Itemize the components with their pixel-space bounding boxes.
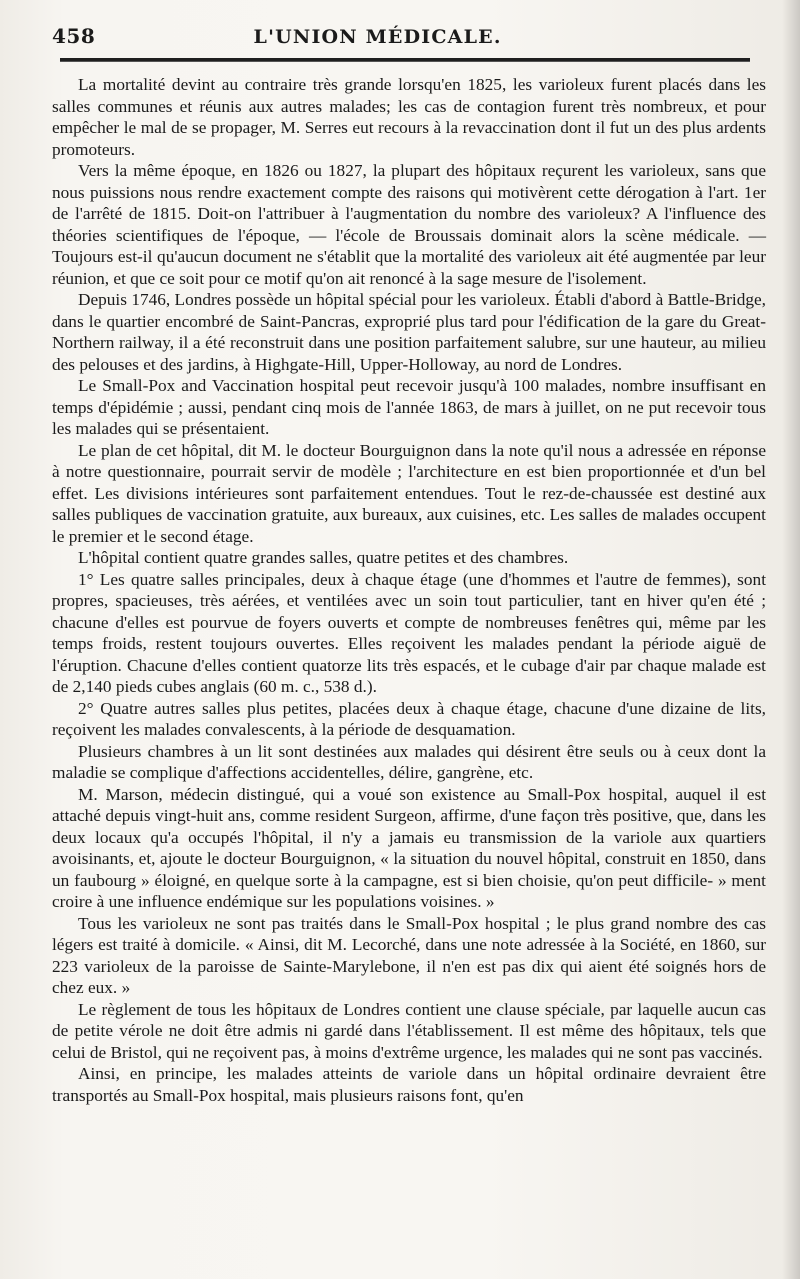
running-header [52, 24, 774, 54]
paragraph: L'hôpital contient quatre grandes salles, quatre petites et des chambres. [78, 548, 569, 567]
paragraph: Plusieurs chambres à un lit sont destinées aux malades qui désirent être seuls ou à ceux dont la maladie se complique d'affections accidentelles, délire, gangrène, etc. [52, 741, 766, 782]
page-edge-shadow [782, 0, 800, 1279]
paragraph: M. Marson, médecin distingué, qui a voué son existence au Small-Pox hospital, auquel il est attaché depuis vingt-huit ans, comme resident Surgeon, affirme, d'une façon très positive, que, dans les deux locaux qu'a occupés l'hôpital, il n'y a jamais eu transmission de la variole aux quartiers avoisinants, et, ajoute le docteur Bourguignon, « la situation du nouvel hôpital, construit en 1850, dans un faubourg » éloigné, en quelque sorte à la campagne, est si bien choisie, qu'on peut difficile- » ment croire à une influence endémique sur les populations voisines. » [52, 784, 766, 911]
header-rule [60, 58, 750, 62]
paragraph: Vers la même époque, en 1826 ou 1827, la plupart des hôpitaux reçurent les varioleux, sans que nous puissions nous rendre exactement compte des raisons qui motivèrent cette dérogation à l'art. 1er de l'arrêté de 1815. Doit-on l'attribuer à l'augmentation du nombre des varioleux? A l'influence des théories scientifiques de l'époque, — l'école de Broussais dominait alors la scène médicale. — Toujours est-il qu'aucun document ne s'établit que la mortalité des varioleux ait été augmentée par leur réunion, et que ce soit pour ce motif qu'on ait renoncé à la sage mesure de l'isolement. [52, 161, 766, 288]
paragraph: Tous les varioleux ne sont pas traités dans le Small-Pox hospital ; le plus grand nombre des cas légers est traité à domicile. « Ainsi, dit M. Lecorché, dans une note adressée à la Société, en 1860, sur 223 varioleux de la paroisse de Sainte-Marylebone, il n'en est pas dix qui aient été soignés hors de chez eux. » [52, 913, 766, 997]
page-number: 458 [52, 24, 96, 48]
journal-title: L'UNION MÉDICALE. [253, 26, 502, 48]
paragraph: La mortalité devint au contraire très grande lorsqu'en 1825, les varioleux furent placés dans les salles communes et réunis aux autres malades; les cas de contagion furent très nombreux, et pour empêcher le mal de se propager, M. Serres eut recours à la revaccination dont il fut un des plus ardents promoteurs. [52, 75, 766, 159]
paragraph: Ainsi, en principe, les malades atteints de variole dans un hôpital ordinaire devraient être transportés au Small-Pox hospital, mais plusieurs raisons font, qu'en [52, 1064, 766, 1105]
paragraph: Depuis 1746, Londres possède un hôpital spécial pour les varioleux. Établi d'abord à Battle-Bridge, dans le quartier encombré de Saint-Pancras, exproprié plus tard pour l'édification de la gare du Great-Northern railway, il a été reconstruit dans une position parfaitement salubre, sur une hauteur, au milieu des pelouses et des jardins, à Highgate-Hill, Upper-Holloway, au nord de Londres. [52, 290, 766, 374]
article-text [52, 74, 774, 1106]
paragraph: 2° Quatre autres salles plus petites, placées deux à chaque étage, chacune d'une dizaine de lits, reçoivent les malades convalescents, à la période de desquamation. [52, 698, 766, 739]
paragraph: Le Small-Pox and Vaccination hospital peut recevoir jusqu'à 100 malades, nombre insuffisant en temps d'épidémie ; aussi, pendant cinq mois de l'année 1863, de mars à juillet, on ne put recevoir tous les malades qui se présentaient. [52, 376, 766, 438]
paragraph: Le règlement de tous les hôpitaux de Londres contient une clause spéciale, par laquelle aucun cas de petite vérole ne doit être admis ni gardé dans l'établissement. Il est même des hôpitaux, tels que celui de Bristol, qui ne reçoivent pas, à moins d'extrême urgence, les malades qui ne sont pas vaccinés. [52, 999, 766, 1062]
paragraph: 1° Les quatre salles principales, deux à chaque étage (une d'hommes et l'autre de femmes), sont propres, spacieuses, très aérées, et ventilées avec un soin tout particulier, tant en hiver qu'en été ; chacune d'elles est pourvue de foyers ouverts et compte de nombreuses fenêtres qui, même par les temps froids, restent toujours ouvertes. Elles reçoivent les malades pendant la période aiguë de l'éruption. Chacune d'elles contient quatorze lits très espacés, et le cubage d'air par chaque malade est de 2,140 pieds cubes anglais (60 m. c., 538 d.). [52, 569, 766, 696]
paragraph: Le plan de cet hôpital, dit M. le docteur Bourguignon dans la note qu'il nous a adressée en réponse à notre questionnaire, pourrait servir de modèle ; l'architecture en est bien proportionnée et d'un bel effet. Les divisions intérieures sont parfaitement entendues. Tout le rez-de-chaussée est destiné aux salles publiques de vaccination gratuite, aux bureaux, aux cuisines, etc. Les salles de malades occupent le premier et le second étage. [52, 440, 766, 546]
